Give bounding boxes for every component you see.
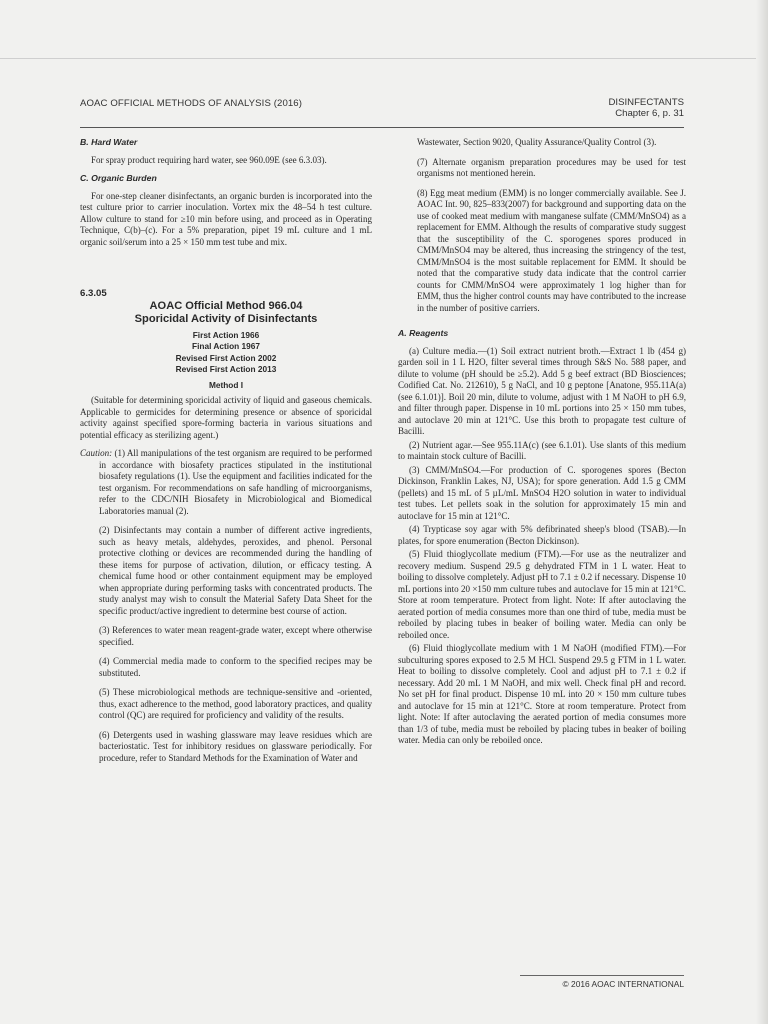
caution-item-1-text: (1) All manipulations of the test organism are required to be performed in accordance with biosafety practices stipulated in the institutional biosafety regulations (1). Use the equipment and facilities indicated for the test organism. For recommendations on safe handling of microorganisms, refer to the CDC/NIH Biosafety in Microbiological and Biomedical Laboratories manual (2).: [99, 448, 373, 516]
action-first: First Action 1966: [192, 329, 260, 340]
copyright-footer: © 2016 AOAC INTERNATIONAL: [562, 979, 684, 989]
page-edge-shadow: [756, 0, 768, 1024]
right-column: [398, 137, 686, 749]
reagent-tsab: (4) Trypticase soy agar with 5% defibrinated sheep's blood (TSAB).—In plates, for spore enumeration (Becton Dickinson).: [398, 524, 686, 546]
action-revised-2002: Revised First Action 2002: [175, 352, 277, 363]
reagent-nutrient-agar: (2) Nutrient agar.—See 955.11A(c) (see 6.1.01). Use slants of this medium to maintain stock culture of Bacilli.: [398, 439, 686, 461]
reagent-cmm-mnso4: (3) CMM/MnSO4.—For production of C. sporogenes spores (Becton Dickinson, Franklin Lakes, NJ, USA); for spore generation. Add 1.5 g CMM (pellets) and 15 mL of 5 µL/mL MnSO4 H2O solution in water to individual test tubes. Let pellets soak in the solution for approximately 15 min and autoclave for 15 min at 121°C.: [398, 464, 686, 521]
reagents-heading: A. Reagents: [398, 328, 449, 338]
caution-item-3: (3) References to water mean reagent-grade water, except where otherwise specified.: [99, 625, 372, 647]
reagent-modified-ftm: (6) Fluid thioglycollate medium with 1 M NaOH (modified FTM).—For subculturing spores exposed to 2.5 M HCl. Suspend 29.5 g FTM in 1 L water. Heat to boiling to dissolve completely. Cool and adjust pH to 7.1 ± 0.2 if necessary. Add 20 mL 1 M NaOH, and mix well. Check final pH and record. No set pH for final product. Dispense 10 mL into 20 × 150 mm culture tubes and autoclave for 15 min at 121°C. Store at room temperature. Protect from light. Note: If after autoclaving the aerated portion of media consumes more than 1/3 of tube, media must be reboiled by placing tubes in beaker of boiling water. Media can only be reboiled once.: [398, 643, 686, 745]
footer-rule: [520, 975, 684, 976]
left-column: [80, 137, 372, 772]
caution-item-2: (2) Disinfectants may contain a number of different active ingredients, such as heavy metals, aldehydes, peroxides, and phenol. Personal protective clothing or devices are recommended during the handling of these items for purpose of activation, dilution, or efficacy testing. A chemical fume hood or other containment equipment may be employed when appropriate during performing tasks with concentrated products. The study analyst may wish to consult the Material Safety Data Sheet for the specific product/active ingredient to determine best course of action.: [99, 525, 372, 616]
header-rule: [80, 127, 684, 128]
method-title: AOAC Official Method 966.04: [149, 299, 303, 312]
caution-item-8: (8) Egg meat medium (EMM) is no longer commercially available. See J. AOAC Int. 90, 825–833(2007) for background and supporting data on the use of cooked meat medium with manganese sulfate (CMM/MnSO4) as a replacement for EMM. Although the results of comparative study suggest that the susceptibility of the C. sporogenes spores produced in CMM/MnSO4 may be altered, thus increasing the stringency of the test, CMM/MnSO4 is the most suitable replacement for EMM. It should be noted that the comparative study data indicate that the control carrier counts for CMM/MnSO4 were approximately 1 log higher than for EMM, thus the higher control counts may have contributed to the increase in the number of positive carriers.: [417, 187, 686, 313]
hard-water-paragraph: For spray product requiring hard water, see 960.09E (see 6.3.03).: [91, 154, 327, 165]
reagent-culture-media: (a) Culture media.—(1) Soil extract nutrient broth.—Extract 1 lb (454 g) garden soil in 1 L H2O, filter several times through S&S No. 588 paper, and dilute to volume (pH should be ≥5.2). Add 5 g beef extract (BD Biosciences; Codified Cat. No. 212610), 5 g NaCl, and 10 g peptone [Anatone, 955.11A(a) (see 6.1.01)]. Boil 20 min, dilute to volume, adjust with 1 M NaOH to pH 6.9, and filter through paper. Dispense in 10 mL portions into 25 × 150 mm tubes, and autoclave 20 min at 121°C. Use this broth to propagate test culture of Bacilli.: [398, 345, 686, 436]
caution-item-4: (4) Commercial media made to conform to the specified recipes may be substituted.: [99, 656, 372, 678]
action-revised-2013: Revised First Action 2013: [175, 364, 277, 374]
caution-item-7: (7) Alternate organism preparation procedures may be used for test organisms not mentioned herein.: [417, 156, 686, 178]
caution-item-1: [80, 448, 372, 517]
running-header-right: [608, 97, 684, 119]
method-label: Method I: [208, 379, 244, 390]
caution-item-5: (5) These microbiological methods are technique-sensitive and -oriented, thus, exact adherence to the method, good laboratory practices, and quality control (QC) are required for proficiency and validity of the results.: [99, 687, 372, 720]
hard-water-heading: B. Hard Water: [80, 137, 138, 147]
header-page-ref: Chapter 6, p. 31: [615, 108, 684, 119]
header-section-title: DISINFECTANTS: [608, 97, 684, 108]
scope-paragraph: (Suitable for determining sporicidal activity of liquid and gaseous chemicals. Applicable to germicides for determining presence or absence of sporicidal activity against specified spore-forming bacteria in various situations and potential efficacy as sterilizing agent.): [80, 395, 372, 440]
scan-edge-line: [0, 58, 768, 59]
reagent-ftm: (5) Fluid thioglycollate medium (FTM).—For use as the neutralizer and recovery medium. Suspend 29.5 g dehydrated FTM in 1 L water. Heat to boiling to dissolve completely. Adjust pH to 7.1 ± 0.2 if necessary. Dispense 10 mL portions into 20 ×150 mm culture tubes and autoclave for 15 min at 121°C. Store at room temperature. Protect from light. Note: If after autoclaving the aerated portion of media consumes more than one third of tube, media must be reboiled by placing tubes in beaker of boiling water. Media can only be reboiled once.: [398, 549, 686, 640]
organic-burden-paragraph: For one-step cleaner disinfectants, an organic burden is incorporated into the test culture prior to carrier inoculation. Vortex mix the 48–54 h test culture. Allow culture to stand for ≥10 min before using, and proceed as in Operating Technique, C(b)–(c). For a 5% preparation, pipet 19 mL culture and 1 mL organic soil/serum into a 25 × 150 mm test tube and mix.: [80, 190, 372, 247]
organic-burden-heading: C. Organic Burden: [80, 173, 157, 183]
caution-label: Caution:: [80, 448, 113, 458]
caution-item-6: (6) Detergents used in washing glassware may leave residues which are bacteriostatic. Test for inhibitory residues on glassware periodically. For procedure, refer to Standard Methods for the Examination of Water and: [99, 729, 372, 763]
running-header-left: AOAC OFFICIAL METHODS OF ANALYSIS (2016): [80, 98, 303, 109]
method-number: 6.3.05: [80, 288, 107, 299]
caution-item-6-continued: Wastewater, Section 9020, Quality Assurance/Quality Control (3).: [417, 137, 657, 147]
method-subtitle: Sporicidal Activity of Disinfectants: [134, 312, 318, 325]
action-final: Final Action 1967: [192, 341, 260, 351]
